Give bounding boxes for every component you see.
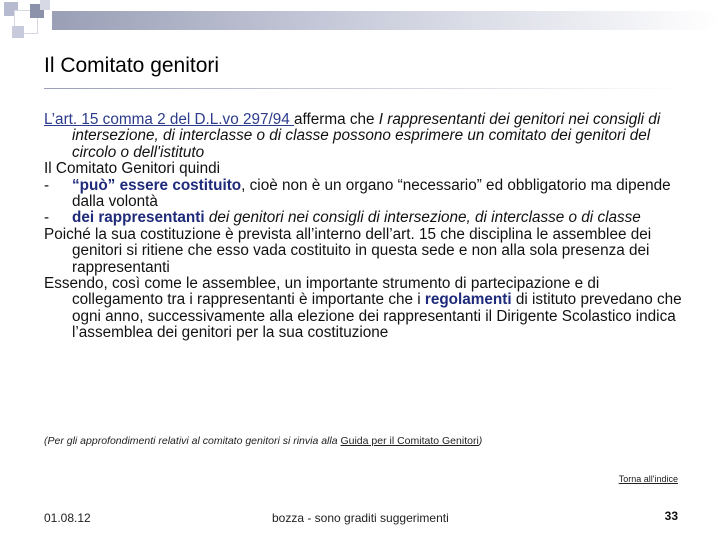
- deco-square: [40, 0, 50, 10]
- footnote: [44, 435, 482, 447]
- bullet-item: [44, 178, 686, 211]
- header-gradient-bar: [52, 11, 720, 30]
- bullet-text: dei genitori nei consigli di intersezione, di interclasse o di classe: [204, 209, 641, 227]
- page-number: 33: [664, 509, 678, 523]
- intro-quote: I rappresentanti dei genitori nei consigli di intersezione, di interclasse o di classe possono esprimere un comitato dei genitori del circolo o dell'istituto: [72, 111, 661, 161]
- para4-after: di istituto prevedano che ogni anno, successivamente alla elezione dei rappresentanti il Dirigente Scolastico indica l’assemblea dei genitori per la sua costituzione: [72, 291, 682, 342]
- footer-date: 01.08.12: [44, 511, 91, 525]
- footnote-suffix: ): [478, 435, 483, 447]
- title-divider: [44, 88, 684, 89]
- footnote-prefix: (Per gli approfondimenti relativi al comitato genitori si rinvia alla: [44, 435, 341, 447]
- intro-plain: afferma che: [294, 111, 379, 128]
- back-to-index-link[interactable]: Torna all'indice: [618, 474, 678, 484]
- bullet-dash: -: [44, 209, 50, 227]
- deco-square: [12, 26, 24, 38]
- paragraph-essendo: [44, 276, 686, 342]
- para4-before: Essendo, così come le assemblee, un importante strumento di partecipazione e di collegamento tra i rappresentanti è importante che i: [44, 275, 600, 309]
- paragraph-poiche: Poiché la sua costituzione è prevista all’interno dell’art. 15 che disciplina le assemblee dei genitori si ritiene che esso vada costituito in questa sede e non alla sola presenza dei rappresentanti: [44, 225, 652, 276]
- law-reference-link[interactable]: L’art. 15 comma 2 del D.L.vo 297/94: [44, 111, 294, 128]
- intro-paragraph: [44, 112, 686, 161]
- bullet-emphasis: “può” essere costituito: [72, 176, 242, 194]
- bullet-text: , cioè non è un organo “necessario” ed obbligatorio ma dipende dalla volontà: [72, 176, 671, 211]
- line-quindi: Il Comitato Genitori quindi: [44, 160, 220, 178]
- header-decoration: [0, 0, 720, 50]
- bullet-dash: -: [44, 176, 50, 194]
- footer-note: bozza - sono graditi suggerimenti: [272, 511, 449, 525]
- guide-link[interactable]: Guida per il Comitato Genitori: [340, 435, 479, 447]
- bullet-emphasis: dei rappresentanti: [72, 209, 205, 227]
- slide-title: Il Comitato genitori: [44, 54, 220, 77]
- slide-body: [44, 112, 686, 342]
- para4-emphasis: regolamenti: [424, 291, 512, 309]
- bullet-item: [44, 210, 686, 226]
